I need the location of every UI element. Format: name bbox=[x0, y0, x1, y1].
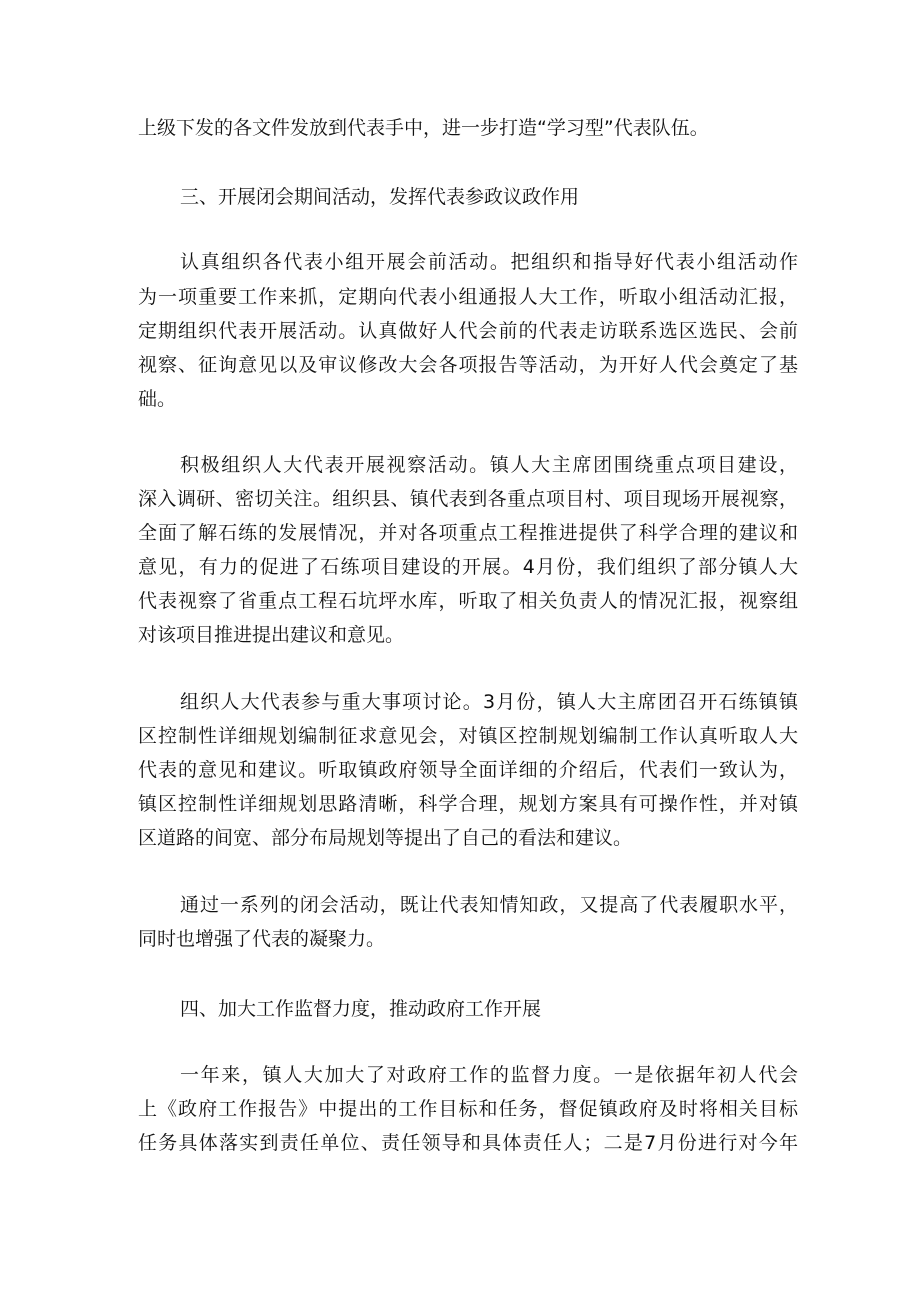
paragraph-line: 代表视察了省重点工程石坑坪水库，听取了相关负责人的情况汇报，视察组 bbox=[138, 590, 798, 612]
paragraph-line: 上《政府工作报告》中提出的工作目标和任务，督促镇政府及时将相关目标 bbox=[138, 1098, 798, 1120]
paragraph-line: 区道路的间宽、部分布局规划等提出了自己的看法和建议。 bbox=[138, 827, 633, 849]
paragraph-line: 通过一系列的闭会活动，既让代表知情知政，又提高了代表履职水平， bbox=[180, 894, 798, 916]
paragraph-line: 上级下发的各文件发放到代表手中，进一步打造“学习型”代表队伍。 bbox=[138, 117, 709, 139]
paragraph-line: 础。 bbox=[138, 388, 177, 410]
paragraph-line: 一年来，镇人大加大了对政府工作的监督力度。一是依据年初人代会 bbox=[180, 1064, 798, 1086]
section-heading-3: 三、开展闭会期间活动，发挥代表参政议政作用 bbox=[180, 186, 580, 208]
paragraph-line: 任务具体落实到责任单位、责任领导和具体责任人；二是7月份进行对今年 bbox=[138, 1132, 798, 1154]
paragraph-line: 意见，有力的促进了石练项目建设的开展。4月份，我们组织了部分镇人大 bbox=[138, 556, 798, 578]
paragraph-line: 视察、征询意见以及审议修改大会各项报告等活动，为开好人代会奠定了基 bbox=[138, 354, 798, 376]
paragraph-line: 为一项重要工作来抓，定期向代表小组通报人大工作，听取小组活动汇报， bbox=[138, 286, 798, 308]
section-heading-4: 四、加大工作监督力度，推动政府工作开展 bbox=[180, 998, 542, 1020]
paragraph-line: 同时也增强了代表的凝聚力。 bbox=[138, 928, 386, 950]
paragraph-line: 镇区控制性详细规划思路清晰，科学合理，规划方案具有可操作性，并对镇 bbox=[138, 793, 798, 815]
paragraph-line: 全面了解石练的发展情况，并对各项重点工程推进提供了科学合理的建议和 bbox=[138, 522, 798, 544]
paragraph-line: 区控制性详细规划编制征求意见会，对镇区控制规划编制工作认真听取人大 bbox=[138, 725, 798, 747]
paragraph-line: 组织人大代表参与重大事项讨论。3月份，镇人大主席团召开石练镇镇 bbox=[180, 691, 798, 713]
paragraph-line: 深入调研、密切关注。组织县、镇代表到各重点项目村、项目现场开展视察， bbox=[138, 488, 798, 510]
paragraph-line: 认真组织各代表小组开展会前活动。把组织和指导好代表小组活动作 bbox=[180, 251, 798, 273]
paragraph-line: 代表的意见和建议。听取镇政府领导全面详细的介绍后，代表们一致认为， bbox=[138, 759, 798, 781]
paragraph-line: 对该项目推进提出建议和意见。 bbox=[138, 624, 405, 646]
paragraph-line: 积极组织人大代表开展视察活动。镇人大主席团围绕重点项目建设， bbox=[180, 454, 798, 476]
paragraph-line: 定期组织代表开展活动。认真做好人代会前的代表走访联系选区选民、会前 bbox=[138, 320, 798, 342]
